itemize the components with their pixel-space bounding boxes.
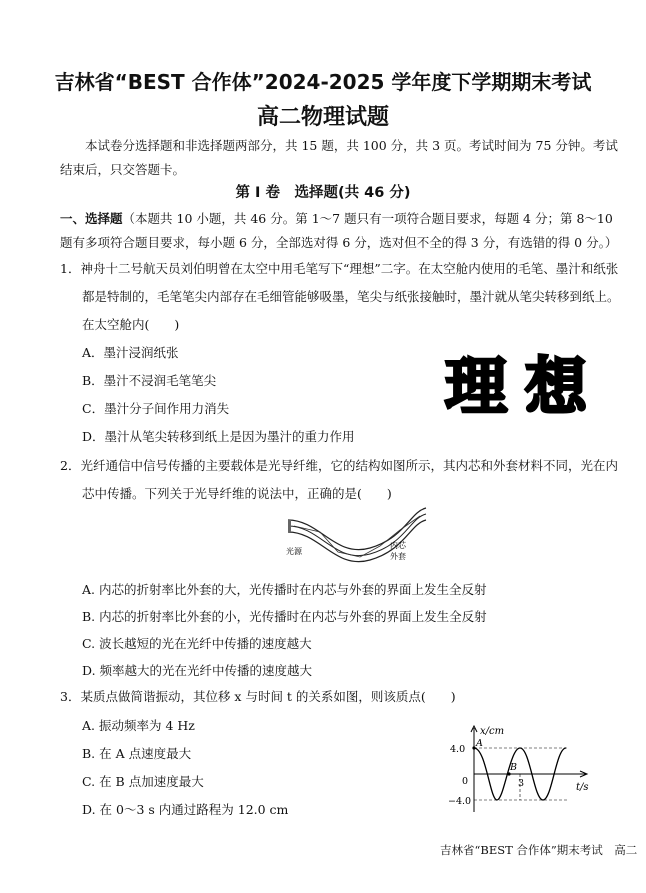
exam-subtitle: 高二物理试题	[256, 105, 389, 130]
question-2	[60, 452, 620, 508]
graph-y-tick-positive: 4.0	[450, 744, 466, 755]
section-title: 第 Ⅰ 卷 选择题(共 46 分)	[235, 185, 411, 201]
question-3-stem: 3．某质点做简谐振动，其位移 x 与时间 t 的关系如图，则该质点( )	[60, 689, 456, 704]
page-footer: 吉林省“BEST 合作体”期末考试 高二	[440, 843, 638, 857]
fiber-source-label: 光源	[286, 547, 302, 556]
question-1	[60, 255, 620, 339]
exam-instructions: 本试卷分选择题和非选择题两部分，共 15 题，共 100 分，共 3 页。考试时间为 75 分钟。考试结束后，只交答题卡。	[60, 138, 618, 177]
graph-x-tick: 3	[518, 778, 525, 789]
q3-option-d: D. 在 0～3 s 内通过路程为 12.0 cm	[82, 802, 289, 817]
question-2-stem: 2．光纤通信中信号传播的主要载体是光导纤维，它的结构如图所示，其内芯和外套材料不同，光在内芯中传播。下列关于光导纤维的说法中，正确的是( )	[60, 458, 618, 501]
section-label: 一、选择题	[60, 211, 123, 226]
fiber-cladding-label: 外套	[390, 552, 406, 561]
q1-option-d: D．墨汁从笔尖转移到纸上是因为墨汁的重力作用	[82, 429, 355, 444]
section-instructions	[60, 207, 620, 255]
exam-title: 吉林省“BEST 合作体”2024-2025 学年度下学期期末考试	[54, 70, 592, 94]
q3-option-c: C. 在 B 点加速度最大	[82, 774, 204, 789]
graph-x-label: t/s	[576, 782, 589, 793]
q1-option-a: A．墨汁浸润纸张	[82, 345, 179, 360]
optical-fiber-figure	[280, 502, 430, 570]
graph-point-b: B	[510, 762, 517, 773]
q1-option-b: B．墨汁不浸润毛笔笔尖	[82, 373, 217, 388]
q1-option-c: C．墨汁分子间作用力消失	[82, 401, 230, 416]
question-3	[60, 683, 620, 711]
q2-option-b: B. 内芯的折射率比外套的小，光传播时在内芯与外套的界面上发生全反射	[82, 609, 487, 624]
graph-y-tick-negative: −4.0	[448, 796, 472, 807]
q3-option-b: B. 在 A 点速度最大	[82, 746, 192, 761]
fiber-core-label: 内芯	[390, 541, 406, 550]
q2-option-c: C. 波长越短的光在光纤中传播的速度越大	[82, 636, 312, 651]
graph-y-label: x/cm	[480, 726, 505, 737]
q2-option-a: A. 内芯的折射率比外套的大，光传播时在内芯与外套的界面上发生全反射	[82, 582, 487, 597]
section-note: （本题共 10 小题，共 46 分。第 1～7 题只有一项符合题目要求，每题 4 分；第 8～10 题有多项符合题目要求，每小题 6 分，全部选对得 6 分，选对但不全的得 3 分，有选错的得 0 分。）	[60, 211, 618, 250]
q2-option-d: D. 频率越大的光在光纤中传播的速度越大	[82, 663, 313, 678]
graph-origin-label: 0	[462, 776, 469, 787]
displacement-time-graph	[448, 720, 598, 820]
q3-option-a: A. 振动频率为 4 Hz	[82, 718, 195, 733]
graph-point-a: A	[476, 738, 483, 749]
question-1-stem: 1．神舟十二号航天员刘伯明曾在太空中用毛笔写下“理想”二字。在太空舱内使用的毛笔、墨汁和纸张都是特制的，毛笔笔尖内部存在毛细管能够吸墨，笔尖与纸张接触时，墨汁就从笔尖转移到纸上。在太空舱内( )	[60, 261, 620, 332]
calligraphy-image: 理想	[445, 350, 606, 423]
